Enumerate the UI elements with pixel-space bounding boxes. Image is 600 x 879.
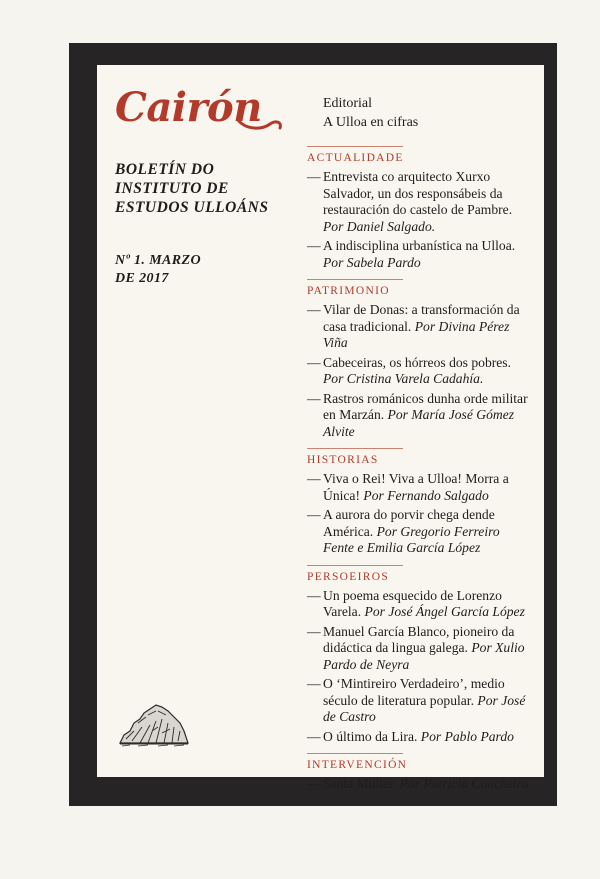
entry-author: Por José de Castro <box>323 692 526 724</box>
entry-title: Manuel García Blanco, pioneiro da didáctica da lingua galega. <box>323 623 515 655</box>
subtitle-line: BOLETÍN DO <box>115 161 215 178</box>
toc-entry[interactable] <box>307 676 532 726</box>
toc-item-editorial[interactable]: Editorial <box>323 96 372 111</box>
section-heading: INTERVENCIÓN <box>307 759 532 773</box>
entry-title: O ‘Mintireiro Verdadeiro’, medio século de literatura popular. <box>323 676 505 708</box>
toc-entry[interactable] <box>307 302 532 352</box>
entry-title: Santa Muller. <box>323 776 397 791</box>
toc-entry[interactable] <box>307 391 532 441</box>
entry-author: Por Daniel Salgado. <box>323 218 436 234</box>
toc-section <box>307 285 532 440</box>
entry-author: Por Xulio Pardo de Neyra <box>323 640 525 672</box>
entry-author: Por María José Gómez Alvite <box>323 407 515 439</box>
section-heading: ACTUALIDADE <box>307 152 532 166</box>
entry-dash: — <box>307 169 321 184</box>
entry-title: A indisciplina urbanística na Ulloa. <box>323 238 516 253</box>
entry-title: Rastros románicos dunha orde militar en Marzán. <box>323 390 528 422</box>
entry-dash: — <box>307 471 321 486</box>
entry-author: Por Sabela Pardo <box>323 254 421 270</box>
entry-author: Por José Ángel García López <box>364 604 525 619</box>
entry-author: Por Patricia Coucheiro <box>399 776 529 791</box>
entry-author: Por Gregorio Ferreiro Fente e Emilia García López <box>323 523 500 555</box>
issue-info <box>115 252 235 288</box>
section-heading: HISTORIAS <box>307 454 532 468</box>
subtitle-line: ESTUDOS ULLOÁNS <box>115 199 269 216</box>
entry-dash: — <box>307 354 321 370</box>
entry-author: Por Cristina Varela Cadahía. <box>323 371 484 386</box>
journal-logo: Cairón <box>115 84 262 131</box>
entry-dash: — <box>307 587 321 603</box>
table-of-contents <box>307 94 532 793</box>
entry-title: Entrevista co arquitecto Xurxo Salvador, un dos responsábeis da restauración do castelo de Pambre. <box>323 169 513 217</box>
section-heading: PERSOEIROS <box>307 571 532 585</box>
toc-item-cifras[interactable]: A Ulloa en cifras <box>323 115 419 130</box>
issue-line: DE 2017 <box>115 271 169 286</box>
logo-swash-icon <box>236 114 284 132</box>
toc-top-items <box>307 94 532 132</box>
entry-author: Por Pablo Pardo <box>420 728 514 744</box>
entry-dash: — <box>307 623 321 639</box>
toc-entry[interactable] <box>307 624 532 674</box>
rock-illustration-icon <box>118 701 190 747</box>
entry-dash: — <box>307 238 321 253</box>
entry-author: Por Divina Pérez Viña <box>323 318 510 350</box>
toc-section <box>307 571 532 746</box>
toc-section <box>307 152 532 271</box>
toc-entry[interactable] <box>307 729 532 746</box>
toc-entry[interactable] <box>307 169 532 235</box>
issue-line: Nº 1. MARZO <box>115 253 201 268</box>
entry-dash: — <box>307 676 321 691</box>
toc-entry[interactable] <box>307 471 532 504</box>
toc-entry[interactable] <box>307 507 532 557</box>
entry-title: Un poema esquecido de Lorenzo Varela. <box>323 587 502 619</box>
journal-subtitle <box>115 160 305 217</box>
entry-dash: — <box>307 507 321 522</box>
entry-title: Viva o Rei! Viva a Ulloa! Morra a Única! <box>323 471 509 503</box>
entry-title: O último da Lira. <box>323 728 418 744</box>
toc-entry[interactable] <box>307 355 532 388</box>
toc-section <box>307 454 532 557</box>
entry-author: Por Fernando Salgado <box>363 487 489 503</box>
toc-entry[interactable] <box>307 776 532 793</box>
entry-dash: — <box>307 728 321 744</box>
entry-dash: — <box>307 776 321 791</box>
toc-entry[interactable] <box>307 588 532 621</box>
entry-title: Cabeceiras, os hórreos dos pobres. <box>323 354 511 370</box>
toc-section <box>307 759 532 793</box>
toc-entry[interactable] <box>307 238 532 271</box>
section-heading: PATRIMONIO <box>307 285 532 299</box>
subtitle-line: INSTITUTO DE <box>115 180 229 197</box>
entry-title: Vilar de Donas: a transformación da casa tradicional. <box>323 302 520 334</box>
entry-dash: — <box>307 390 321 406</box>
entry-dash: — <box>307 302 321 317</box>
entry-title: A aurora do porvir chega dende América. <box>323 507 495 539</box>
